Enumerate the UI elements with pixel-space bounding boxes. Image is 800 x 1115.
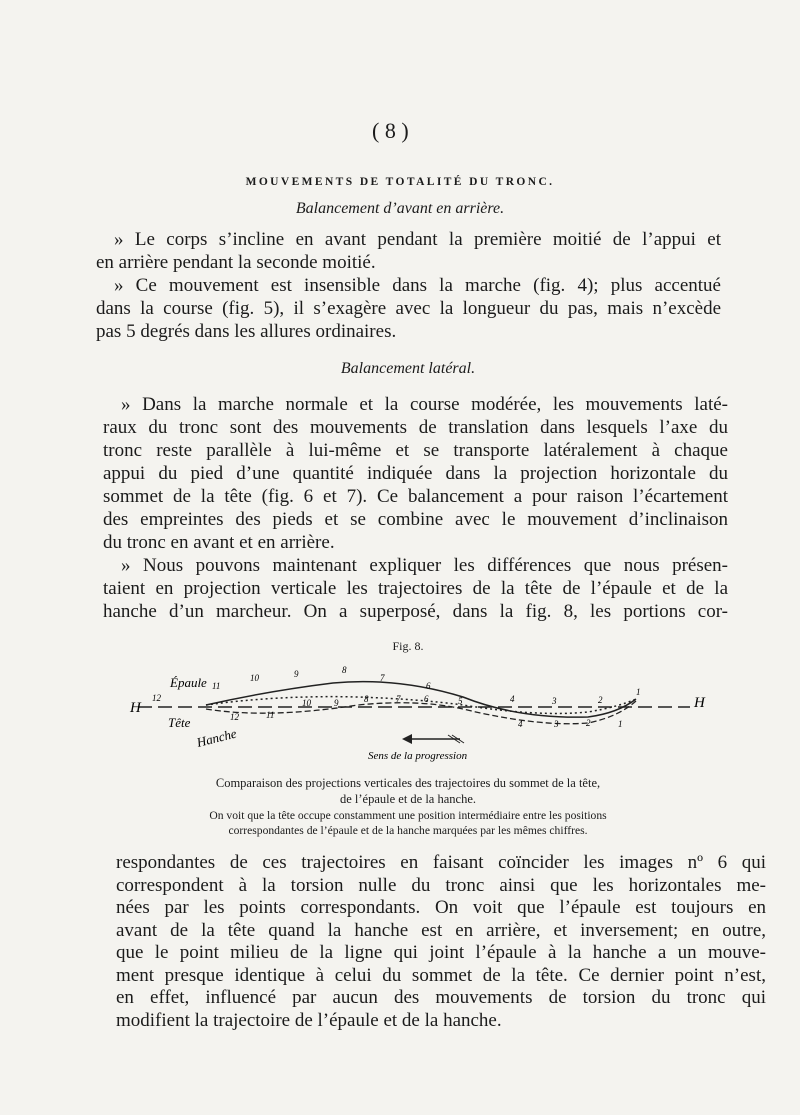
text-line: appui du pied d’une quantité indiquée dans la projection horizontale du [103, 463, 728, 484]
text-line: des empreintes des pieds et se combine avec le mouvement d’inclinaison [103, 509, 728, 530]
direction-arrow-icon [402, 734, 464, 744]
text-line: ment presque identique à celui du sommet de la tête. Ce dernier point n’est, [116, 964, 766, 986]
number-label: 4 [510, 694, 515, 704]
text-line: nées par les points correspondants. On voit que l’épaule est toujours en [116, 897, 766, 918]
label-hanche: Hanche [195, 725, 238, 750]
page-number: ( 8 ) [372, 118, 409, 143]
figure-caption: Comparaison des projections verticales des trajectoires du sommet de la tête, [215, 776, 601, 790]
number-label: 9 [334, 698, 339, 708]
number-label: 11 [266, 710, 275, 720]
text-line: respondantes de ces trajectoires en faisant coïncider les images nº 6 qui [116, 852, 766, 873]
number-label: 10 [302, 698, 311, 708]
text-line: avant de la tête quand la hanche est en arrière, et inversement; en outre, [116, 919, 766, 941]
number-label: 10 [250, 673, 259, 683]
number-label: 6 [424, 694, 429, 704]
number-label: 8 [364, 694, 369, 704]
number-label: 3 [554, 719, 559, 729]
text-line: » Ce mouvement est insensible dans la marche (fig. 4); plus accentué [114, 275, 721, 296]
text-line: modifient la trajectoire de l’épaule et de la hanche. [116, 1009, 502, 1031]
text-line: dans la course (fig. 5), il s’exagère avec la longueur du pas, mais n’excède [96, 298, 721, 319]
figure-note-1: On voit que la tête occupe constamment une position intermédiaire entre les positions [209, 809, 607, 822]
text-line: du tronc en avant et en arrière. [103, 532, 335, 553]
number-label: 4 [518, 719, 523, 729]
number-label: 9 [294, 669, 299, 679]
number-label: 1 [618, 719, 623, 729]
number-label: 5 [458, 696, 463, 706]
paragraph-block-1 [96, 228, 721, 343]
paragraph-block-3 [116, 852, 766, 1032]
text-line: tronc reste parallèle à lui-même et se transporte latéralement à chaque [103, 440, 728, 461]
text-line: » Nous pouvons maintenant expliquer les différences que nous présen- [121, 555, 728, 576]
subtitle-front-back: Balancement d’avant en arrière. [295, 200, 505, 217]
number-label: 11 [212, 681, 221, 691]
paragraph-block-2 [103, 393, 728, 623]
text-line: en arrière pendant la seconde moitié. [96, 252, 376, 273]
direction-label: Sens de la progression [368, 750, 468, 762]
number-label: 12 [230, 712, 239, 722]
text-line: pas 5 degrés dans les allures ordinaires. [96, 321, 397, 342]
label-epaule: Épaule [170, 675, 207, 690]
text-line: que le point milieu de la ligne qui joint l’épaule à la hanche a un mouve- [116, 942, 766, 963]
number-label: 1 [636, 687, 641, 697]
figure-caption-2: de l’épaule et de la hanche. [339, 792, 477, 806]
figure-note-2: correspondantes de l’épaule et de la hanche marquées par les mêmes chiffres. [228, 824, 588, 837]
text-line: hanche d’un marcheur. On a superposé, dans la fig. 8, les portions cor- [103, 601, 728, 622]
figure-label: Fig. 8. [392, 639, 424, 653]
text-line: » Dans la marche normale et la course modérée, les mouvements laté- [121, 394, 728, 415]
number-label: 7 [380, 673, 385, 683]
label-h-right: H [694, 695, 705, 711]
number-label: 2 [586, 718, 591, 728]
label-tete: Tête [168, 715, 191, 730]
number-label: 7 [396, 694, 401, 704]
text-line: en effet, influencé par aucun des mouvements de torsion du tronc qui [116, 987, 766, 1008]
trajectory-figure [118, 655, 718, 767]
number-label: 12 [152, 693, 161, 703]
number-label: 8 [342, 665, 347, 675]
number-label: 3 [552, 696, 557, 706]
text-line: raux du tronc sont des mouvements de translation dans lesquels l’axe du [103, 417, 728, 438]
text-line: sommet de la tête (fig. 6 et 7). Ce balancement a pour raison l’écartement [103, 486, 728, 507]
number-label: 2 [598, 695, 603, 705]
label-h-left: H [130, 700, 141, 716]
text-line: taient en projection verticale les trajectoires de la tête de l’épaule et de la [103, 578, 728, 599]
text-line: » Le corps s’incline en avant pendant la première moitié de l’appui et [114, 229, 721, 250]
text-line: correspondent à la torsion nulle du tronc ainsi que les horizontales me- [116, 874, 766, 896]
subtitle-lateral: Balancement latéral. [340, 360, 476, 377]
number-label: 6 [426, 681, 431, 691]
section-title: MOUVEMENTS DE TOTALITÉ DU TRONC. [245, 176, 555, 188]
